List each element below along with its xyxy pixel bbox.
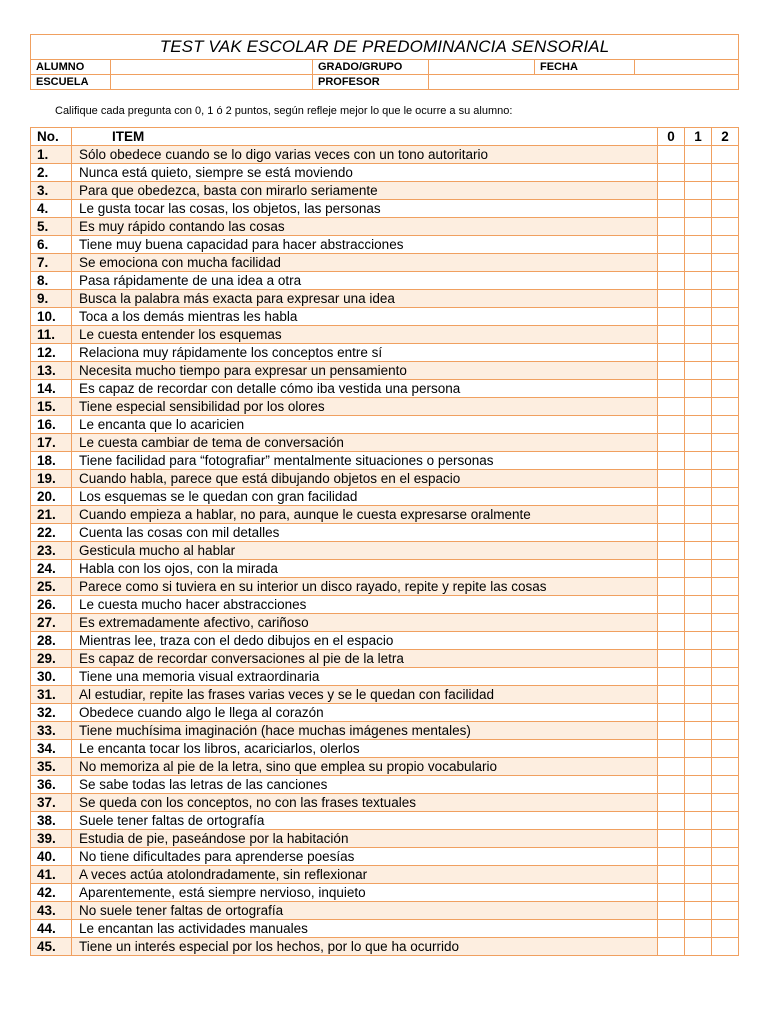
- score-2-cell[interactable]: [712, 920, 739, 938]
- item-text: No tiene dificultades para aprenderse poesías: [72, 848, 658, 866]
- item-number: 18.: [31, 452, 72, 470]
- item-number: 32.: [31, 704, 72, 722]
- table-row: [31, 290, 739, 308]
- table-header-row: [31, 128, 739, 146]
- item-number: 45.: [31, 938, 72, 956]
- score-1-cell[interactable]: [685, 524, 712, 542]
- item-text: Cuenta las cosas con mil detalles: [72, 524, 658, 542]
- item-number: 14.: [31, 380, 72, 398]
- score-0-cell[interactable]: [658, 470, 685, 488]
- score-0-cell[interactable]: [658, 812, 685, 830]
- item-text: Tiene muchísima imaginación (hace muchas imágenes mentales): [72, 722, 658, 740]
- score-2-cell[interactable]: [712, 164, 739, 182]
- item-number: 28.: [31, 632, 72, 650]
- score-0-cell[interactable]: [658, 740, 685, 758]
- score-0-cell[interactable]: [658, 596, 685, 614]
- score-1-cell[interactable]: [685, 740, 712, 758]
- table-row: [31, 902, 739, 920]
- item-text: Nunca está quieto, siempre se está moviendo: [72, 164, 658, 182]
- score-1-cell[interactable]: [685, 488, 712, 506]
- score-0-cell[interactable]: [658, 884, 685, 902]
- score-2-cell[interactable]: [712, 380, 739, 398]
- score-2-cell[interactable]: [712, 200, 739, 218]
- alumno-label: ALUMNO: [31, 60, 111, 75]
- score-0-cell[interactable]: [658, 722, 685, 740]
- score-0-cell[interactable]: [658, 506, 685, 524]
- table-row: [31, 164, 739, 182]
- item-number: 27.: [31, 614, 72, 632]
- item-number: 37.: [31, 794, 72, 812]
- table-row: [31, 794, 739, 812]
- score-0-cell[interactable]: [658, 164, 685, 182]
- score-1-cell[interactable]: [685, 884, 712, 902]
- item-text: Es extremadamente afectivo, cariñoso: [72, 614, 658, 632]
- score-1-cell[interactable]: [685, 632, 712, 650]
- score-1-cell[interactable]: [685, 596, 712, 614]
- item-number: 8.: [31, 272, 72, 290]
- score-0-cell[interactable]: [658, 416, 685, 434]
- table-row: [31, 452, 739, 470]
- score-1-cell[interactable]: [685, 164, 712, 182]
- score-0-cell[interactable]: [658, 236, 685, 254]
- score-1-cell[interactable]: [685, 326, 712, 344]
- score-2-cell[interactable]: [712, 614, 739, 632]
- item-number: 13.: [31, 362, 72, 380]
- score-2-cell[interactable]: [712, 578, 739, 596]
- item-text: Los esquemas se le quedan con gran facilidad: [72, 488, 658, 506]
- table-row: [31, 182, 739, 200]
- item-text: Le cuesta entender los esquemas: [72, 326, 658, 344]
- item-text: A veces actúa atolondradamente, sin reflexionar: [72, 866, 658, 884]
- item-text: Obedece cuando algo le llega al corazón: [72, 704, 658, 722]
- score-2-cell[interactable]: [712, 542, 739, 560]
- profesor-field[interactable]: [429, 75, 739, 90]
- table-row: [31, 668, 739, 686]
- score-2-cell[interactable]: [712, 776, 739, 794]
- item-text: Pasa rápidamente de una idea a otra: [72, 272, 658, 290]
- item-number: 21.: [31, 506, 72, 524]
- col-score-1: 1: [685, 128, 712, 146]
- score-2-cell[interactable]: [712, 560, 739, 578]
- fecha-field[interactable]: [635, 60, 739, 75]
- score-0-cell[interactable]: [658, 542, 685, 560]
- item-text: No suele tener faltas de ortografía: [72, 902, 658, 920]
- score-1-cell[interactable]: [685, 290, 712, 308]
- score-0-cell[interactable]: [658, 488, 685, 506]
- score-1-cell[interactable]: [685, 920, 712, 938]
- profesor-label: PROFESOR: [313, 75, 429, 90]
- score-0-cell[interactable]: [658, 794, 685, 812]
- score-1-cell[interactable]: [685, 614, 712, 632]
- score-2-cell[interactable]: [712, 470, 739, 488]
- score-1-cell[interactable]: [685, 902, 712, 920]
- table-row: [31, 362, 739, 380]
- fecha-label: FECHA: [535, 60, 635, 75]
- table-row: [31, 146, 739, 164]
- item-number: 9.: [31, 290, 72, 308]
- score-0-cell[interactable]: [658, 524, 685, 542]
- score-2-cell[interactable]: [712, 236, 739, 254]
- col-score-2: 2: [712, 128, 739, 146]
- item-text: Sólo obedece cuando se lo digo varias veces con un tono autoritario: [72, 146, 658, 164]
- score-1-cell[interactable]: [685, 560, 712, 578]
- item-text: Es muy rápido contando las cosas: [72, 218, 658, 236]
- score-2-cell[interactable]: [712, 308, 739, 326]
- score-2-cell[interactable]: [712, 812, 739, 830]
- score-1-cell[interactable]: [685, 542, 712, 560]
- item-text: Le cuesta cambiar de tema de conversación: [72, 434, 658, 452]
- item-number: 38.: [31, 812, 72, 830]
- score-1-cell[interactable]: [685, 686, 712, 704]
- table-row: [31, 524, 739, 542]
- score-2-cell[interactable]: [712, 650, 739, 668]
- table-row: [31, 938, 739, 956]
- score-0-cell[interactable]: [658, 830, 685, 848]
- score-2-cell[interactable]: [712, 524, 739, 542]
- score-2-cell[interactable]: [712, 290, 739, 308]
- table-row: [31, 812, 739, 830]
- item-text: Se sabe todas las letras de las canciones: [72, 776, 658, 794]
- item-number: 10.: [31, 308, 72, 326]
- item-number: 40.: [31, 848, 72, 866]
- score-1-cell[interactable]: [685, 398, 712, 416]
- score-0-cell[interactable]: [658, 146, 685, 164]
- table-row: [31, 830, 739, 848]
- table-row: [31, 632, 739, 650]
- item-number: 36.: [31, 776, 72, 794]
- table-row: [31, 218, 739, 236]
- table-row: [31, 416, 739, 434]
- header-table: [30, 34, 739, 90]
- table-row: [31, 326, 739, 344]
- score-0-cell[interactable]: [658, 218, 685, 236]
- table-row: [31, 434, 739, 452]
- score-0-cell[interactable]: [658, 866, 685, 884]
- item-number: 25.: [31, 578, 72, 596]
- escuela-label: ESCUELA: [31, 75, 111, 90]
- item-text: No memoriza al pie de la letra, sino que emplea su propio vocabulario: [72, 758, 658, 776]
- item-text: Estudia de pie, paseándose por la habitación: [72, 830, 658, 848]
- table-row: [31, 200, 739, 218]
- score-1-cell[interactable]: [685, 452, 712, 470]
- score-1-cell[interactable]: [685, 776, 712, 794]
- score-1-cell[interactable]: [685, 416, 712, 434]
- table-row: [31, 236, 739, 254]
- score-1-cell[interactable]: [685, 650, 712, 668]
- score-2-cell[interactable]: [712, 668, 739, 686]
- table-row: [31, 920, 739, 938]
- item-number: 11.: [31, 326, 72, 344]
- score-0-cell[interactable]: [658, 182, 685, 200]
- score-2-cell[interactable]: [712, 848, 739, 866]
- item-number: 22.: [31, 524, 72, 542]
- score-2-cell[interactable]: [712, 182, 739, 200]
- table-row: [31, 506, 739, 524]
- table-row: [31, 686, 739, 704]
- item-number: 2.: [31, 164, 72, 182]
- item-number: 33.: [31, 722, 72, 740]
- item-number: 20.: [31, 488, 72, 506]
- table-row: [31, 704, 739, 722]
- table-row: [31, 740, 739, 758]
- table-row: [31, 614, 739, 632]
- instructions: Califique cada pregunta con 0, 1 ó 2 puntos, según refleje mejor lo que le ocurre a su alumno:: [55, 105, 513, 117]
- score-0-cell[interactable]: [658, 776, 685, 794]
- score-2-cell[interactable]: [712, 902, 739, 920]
- item-text: Le encantan las actividades manuales: [72, 920, 658, 938]
- score-2-cell[interactable]: [712, 398, 739, 416]
- score-1-cell[interactable]: [685, 578, 712, 596]
- score-1-cell[interactable]: [685, 272, 712, 290]
- score-0-cell[interactable]: [658, 398, 685, 416]
- score-2-cell[interactable]: [712, 758, 739, 776]
- items-table: [30, 127, 739, 956]
- table-row: [31, 344, 739, 362]
- score-0-cell[interactable]: [658, 200, 685, 218]
- item-number: 3.: [31, 182, 72, 200]
- item-number: 17.: [31, 434, 72, 452]
- score-2-cell[interactable]: [712, 686, 739, 704]
- score-2-cell[interactable]: [712, 794, 739, 812]
- item-text: Tiene especial sensibilidad por los olores: [72, 398, 658, 416]
- table-row: [31, 722, 739, 740]
- score-0-cell[interactable]: [658, 650, 685, 668]
- score-1-cell[interactable]: [685, 812, 712, 830]
- score-2-cell[interactable]: [712, 938, 739, 956]
- item-text: Relaciona muy rápidamente los conceptos entre sí: [72, 344, 658, 362]
- item-text: Gesticula mucho al hablar: [72, 542, 658, 560]
- item-text: Es capaz de recordar con detalle cómo iba vestida una persona: [72, 380, 658, 398]
- col-no: No.: [31, 128, 72, 146]
- item-number: 16.: [31, 416, 72, 434]
- score-2-cell[interactable]: [712, 272, 739, 290]
- score-0-cell[interactable]: [658, 308, 685, 326]
- item-text: Cuando habla, parece que está dibujando objetos en el espacio: [72, 470, 658, 488]
- table-row: [31, 596, 739, 614]
- item-text: Se queda con los conceptos, no con las frases textuales: [72, 794, 658, 812]
- score-0-cell[interactable]: [658, 614, 685, 632]
- item-number: 39.: [31, 830, 72, 848]
- score-1-cell[interactable]: [685, 830, 712, 848]
- item-text: Suele tener faltas de ortografía: [72, 812, 658, 830]
- item-number: 44.: [31, 920, 72, 938]
- score-2-cell[interactable]: [712, 488, 739, 506]
- item-text: Busca la palabra más exacta para expresar una idea: [72, 290, 658, 308]
- item-number: 12.: [31, 344, 72, 362]
- table-row: [31, 398, 739, 416]
- item-text: Toca a los demás mientras les habla: [72, 308, 658, 326]
- score-0-cell[interactable]: [658, 362, 685, 380]
- score-1-cell[interactable]: [685, 704, 712, 722]
- item-text: Tiene un interés especial por los hechos, por lo que ha ocurrido: [72, 938, 658, 956]
- table-row: [31, 560, 739, 578]
- table-row: [31, 254, 739, 272]
- item-text: Es capaz de recordar conversaciones al pie de la letra: [72, 650, 658, 668]
- item-number: 42.: [31, 884, 72, 902]
- score-1-cell[interactable]: [685, 182, 712, 200]
- score-2-cell[interactable]: [712, 884, 739, 902]
- grado-label: GRADO/GRUPO: [313, 60, 429, 75]
- score-0-cell[interactable]: [658, 272, 685, 290]
- item-text: Tiene facilidad para “fotografiar” mentalmente situaciones o personas: [72, 452, 658, 470]
- score-0-cell[interactable]: [658, 326, 685, 344]
- score-0-cell[interactable]: [658, 290, 685, 308]
- table-row: [31, 272, 739, 290]
- score-1-cell[interactable]: [685, 380, 712, 398]
- score-0-cell[interactable]: [658, 632, 685, 650]
- score-0-cell[interactable]: [658, 434, 685, 452]
- item-text: Mientras lee, traza con el dedo dibujos en el espacio: [72, 632, 658, 650]
- score-2-cell[interactable]: [712, 632, 739, 650]
- item-text: Le gusta tocar las cosas, los objetos, las personas: [72, 200, 658, 218]
- score-0-cell[interactable]: [658, 758, 685, 776]
- col-item: ITEM: [72, 128, 658, 146]
- score-2-cell[interactable]: [712, 506, 739, 524]
- item-text: Aparentemente, está siempre nervioso, inquieto: [72, 884, 658, 902]
- score-0-cell[interactable]: [658, 344, 685, 362]
- item-number: 30.: [31, 668, 72, 686]
- item-text: Habla con los ojos, con la mirada: [72, 560, 658, 578]
- table-row: [31, 884, 739, 902]
- score-2-cell[interactable]: [712, 416, 739, 434]
- score-1-cell[interactable]: [685, 794, 712, 812]
- item-number: 6.: [31, 236, 72, 254]
- table-row: [31, 848, 739, 866]
- escuela-field[interactable]: [111, 75, 313, 90]
- table-row: [31, 308, 739, 326]
- score-0-cell[interactable]: [658, 668, 685, 686]
- score-0-cell[interactable]: [658, 254, 685, 272]
- item-text: Al estudiar, repite las frases varias veces y se le quedan con facilidad: [72, 686, 658, 704]
- item-number: 34.: [31, 740, 72, 758]
- score-1-cell[interactable]: [685, 362, 712, 380]
- col-score-0: 0: [658, 128, 685, 146]
- table-row: [31, 470, 739, 488]
- table-row: [31, 776, 739, 794]
- item-number: 43.: [31, 902, 72, 920]
- score-2-cell[interactable]: [712, 866, 739, 884]
- score-1-cell[interactable]: [685, 470, 712, 488]
- score-2-cell[interactable]: [712, 452, 739, 470]
- score-0-cell[interactable]: [658, 578, 685, 596]
- item-number: 19.: [31, 470, 72, 488]
- table-row: [31, 578, 739, 596]
- score-2-cell[interactable]: [712, 596, 739, 614]
- score-0-cell[interactable]: [658, 380, 685, 398]
- score-1-cell[interactable]: [685, 200, 712, 218]
- score-1-cell[interactable]: [685, 344, 712, 362]
- score-1-cell[interactable]: [685, 866, 712, 884]
- score-0-cell[interactable]: [658, 848, 685, 866]
- item-text: Se emociona con mucha facilidad: [72, 254, 658, 272]
- item-number: 5.: [31, 218, 72, 236]
- item-number: 1.: [31, 146, 72, 164]
- score-1-cell[interactable]: [685, 848, 712, 866]
- item-number: 4.: [31, 200, 72, 218]
- item-text: Tiene muy buena capacidad para hacer abstracciones: [72, 236, 658, 254]
- score-1-cell[interactable]: [685, 236, 712, 254]
- item-number: 26.: [31, 596, 72, 614]
- item-text: Le encanta tocar los libros, acariciarlos, olerlos: [72, 740, 658, 758]
- score-1-cell[interactable]: [685, 254, 712, 272]
- item-number: 24.: [31, 560, 72, 578]
- score-1-cell[interactable]: [685, 506, 712, 524]
- item-number: 35.: [31, 758, 72, 776]
- score-0-cell[interactable]: [658, 938, 685, 956]
- item-number: 23.: [31, 542, 72, 560]
- table-row: [31, 380, 739, 398]
- score-0-cell[interactable]: [658, 452, 685, 470]
- score-2-cell[interactable]: [712, 344, 739, 362]
- score-2-cell[interactable]: [712, 740, 739, 758]
- item-text: Le cuesta mucho hacer abstracciones: [72, 596, 658, 614]
- item-text: Le encanta que lo acaricien: [72, 416, 658, 434]
- score-0-cell[interactable]: [658, 902, 685, 920]
- item-number: 7.: [31, 254, 72, 272]
- score-2-cell[interactable]: [712, 434, 739, 452]
- table-row: [31, 758, 739, 776]
- table-row: [31, 542, 739, 560]
- table-row: [31, 866, 739, 884]
- score-2-cell[interactable]: [712, 218, 739, 236]
- score-1-cell[interactable]: [685, 938, 712, 956]
- score-2-cell[interactable]: [712, 722, 739, 740]
- score-1-cell[interactable]: [685, 758, 712, 776]
- page-title: TEST VAK ESCOLAR DE PREDOMINANCIA SENSORIAL: [31, 35, 739, 60]
- score-0-cell[interactable]: [658, 686, 685, 704]
- grado-field[interactable]: [429, 60, 535, 75]
- score-2-cell[interactable]: [712, 704, 739, 722]
- item-text: Necesita mucho tiempo para expresar un pensamiento: [72, 362, 658, 380]
- item-text: Para que obedezca, basta con mirarlo seriamente: [72, 182, 658, 200]
- item-number: 31.: [31, 686, 72, 704]
- table-row: [31, 488, 739, 506]
- score-2-cell[interactable]: [712, 830, 739, 848]
- score-1-cell[interactable]: [685, 668, 712, 686]
- table-row: [31, 650, 739, 668]
- score-1-cell[interactable]: [685, 146, 712, 164]
- item-text: Parece como si tuviera en su interior un disco rayado, repite y repite las cosas: [72, 578, 658, 596]
- item-number: 15.: [31, 398, 72, 416]
- score-1-cell[interactable]: [685, 218, 712, 236]
- score-1-cell[interactable]: [685, 722, 712, 740]
- score-0-cell[interactable]: [658, 560, 685, 578]
- score-2-cell[interactable]: [712, 326, 739, 344]
- score-1-cell[interactable]: [685, 308, 712, 326]
- item-text: Tiene una memoria visual extraordinaria: [72, 668, 658, 686]
- item-text: Cuando empieza a hablar, no para, aunque le cuesta expresarse oralmente: [72, 506, 658, 524]
- score-0-cell[interactable]: [658, 920, 685, 938]
- score-2-cell[interactable]: [712, 146, 739, 164]
- item-number: 29.: [31, 650, 72, 668]
- score-1-cell[interactable]: [685, 434, 712, 452]
- alumno-field[interactable]: [111, 60, 313, 75]
- score-0-cell[interactable]: [658, 704, 685, 722]
- score-2-cell[interactable]: [712, 254, 739, 272]
- item-number: 41.: [31, 866, 72, 884]
- score-2-cell[interactable]: [712, 362, 739, 380]
